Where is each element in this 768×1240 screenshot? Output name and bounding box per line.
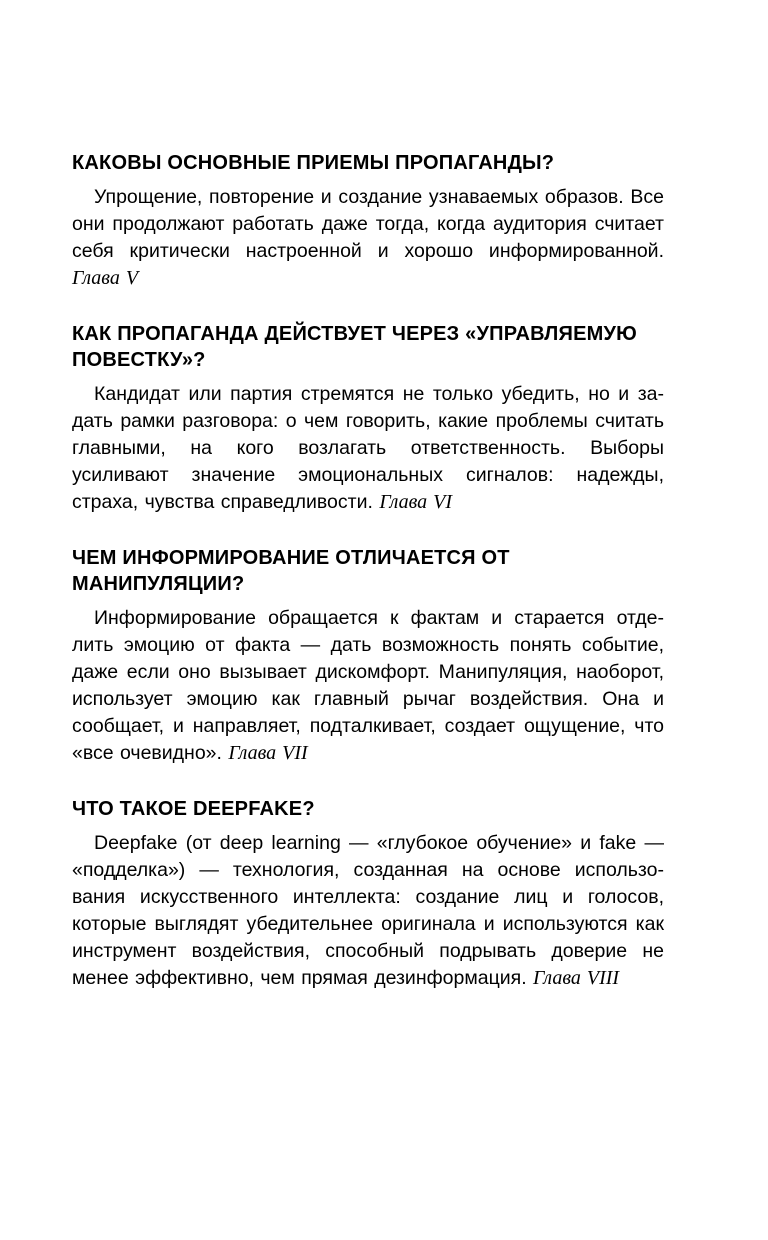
section-body [72, 381, 664, 516]
chapter-ref: Глава VIII [533, 967, 620, 989]
section-heading: КАКОВЫ ОСНОВНЫЕ ПРИЕМЫ ПРОПАГАНДЫ? [72, 152, 555, 174]
section-heading: ЧТО ТАКОЕ DEEPFAKE? [72, 798, 315, 820]
body-text: Deepfake (от deep learning — «глубокое обучение» и fake — «подделка») — технология, созданная на основе использования искусственного интеллекта: создание лиц и голосов, которые выглядят убедительнее оригинала и используются как инструмент воздействия, способный подрывать доверие не менее эффективно, чем прямая дезинформация. [72, 832, 664, 989]
chapter-ref: Глава VI [379, 491, 453, 513]
chapter-ref: Глава V [72, 267, 139, 289]
section-heading: ЧЕМ ИНФОРМИРОВАНИЕ ОТЛИЧАЕТСЯ ОТ МАНИПУЛЯЦИИ? [72, 547, 510, 595]
section-heading: КАК ПРОПАГАНДА ДЕЙСТВУЕТ ЧЕРЕЗ «УПРАВЛЯЕМУЮ ПОВЕСТКУ»? [72, 323, 637, 371]
qa-section-deepfake [72, 796, 664, 992]
section-body [72, 605, 664, 767]
section-body [72, 830, 664, 992]
body-text: Упрощение, повторение и создание узнаваемых образов. Все они продолжают работать даже тогда, когда аудитория считает себя критически настроенной и хорошо информированной. [72, 186, 664, 262]
chapter-ref: Глава VII [228, 742, 308, 764]
body-text: Информирование обращается к фактам и старается отделить эмоцию от факта — дать возможность понять событие, даже если оно вызывает дискомфорт. Манипуляция, наоборот, использует эмоцию как главный рычаг воздействия. Она и сообщает, и направляет, подталкивает, создает ощущение, что «все очевидно». [72, 607, 664, 764]
qa-section-managed-agenda [72, 321, 664, 516]
section-body [72, 184, 664, 292]
body-text: Кандидат или партия стремятся не только убедить, но и задать рамки разговора: о чем говорить, какие проблемы считать главными, на кого возлагать ответственность. Выборы усиливают значение эмоциональных сигналов: надежды, страха, чувства справедливости. [72, 383, 664, 513]
qa-section-propaganda-methods [72, 150, 664, 292]
qa-section-information-vs-manipulation [72, 545, 664, 767]
